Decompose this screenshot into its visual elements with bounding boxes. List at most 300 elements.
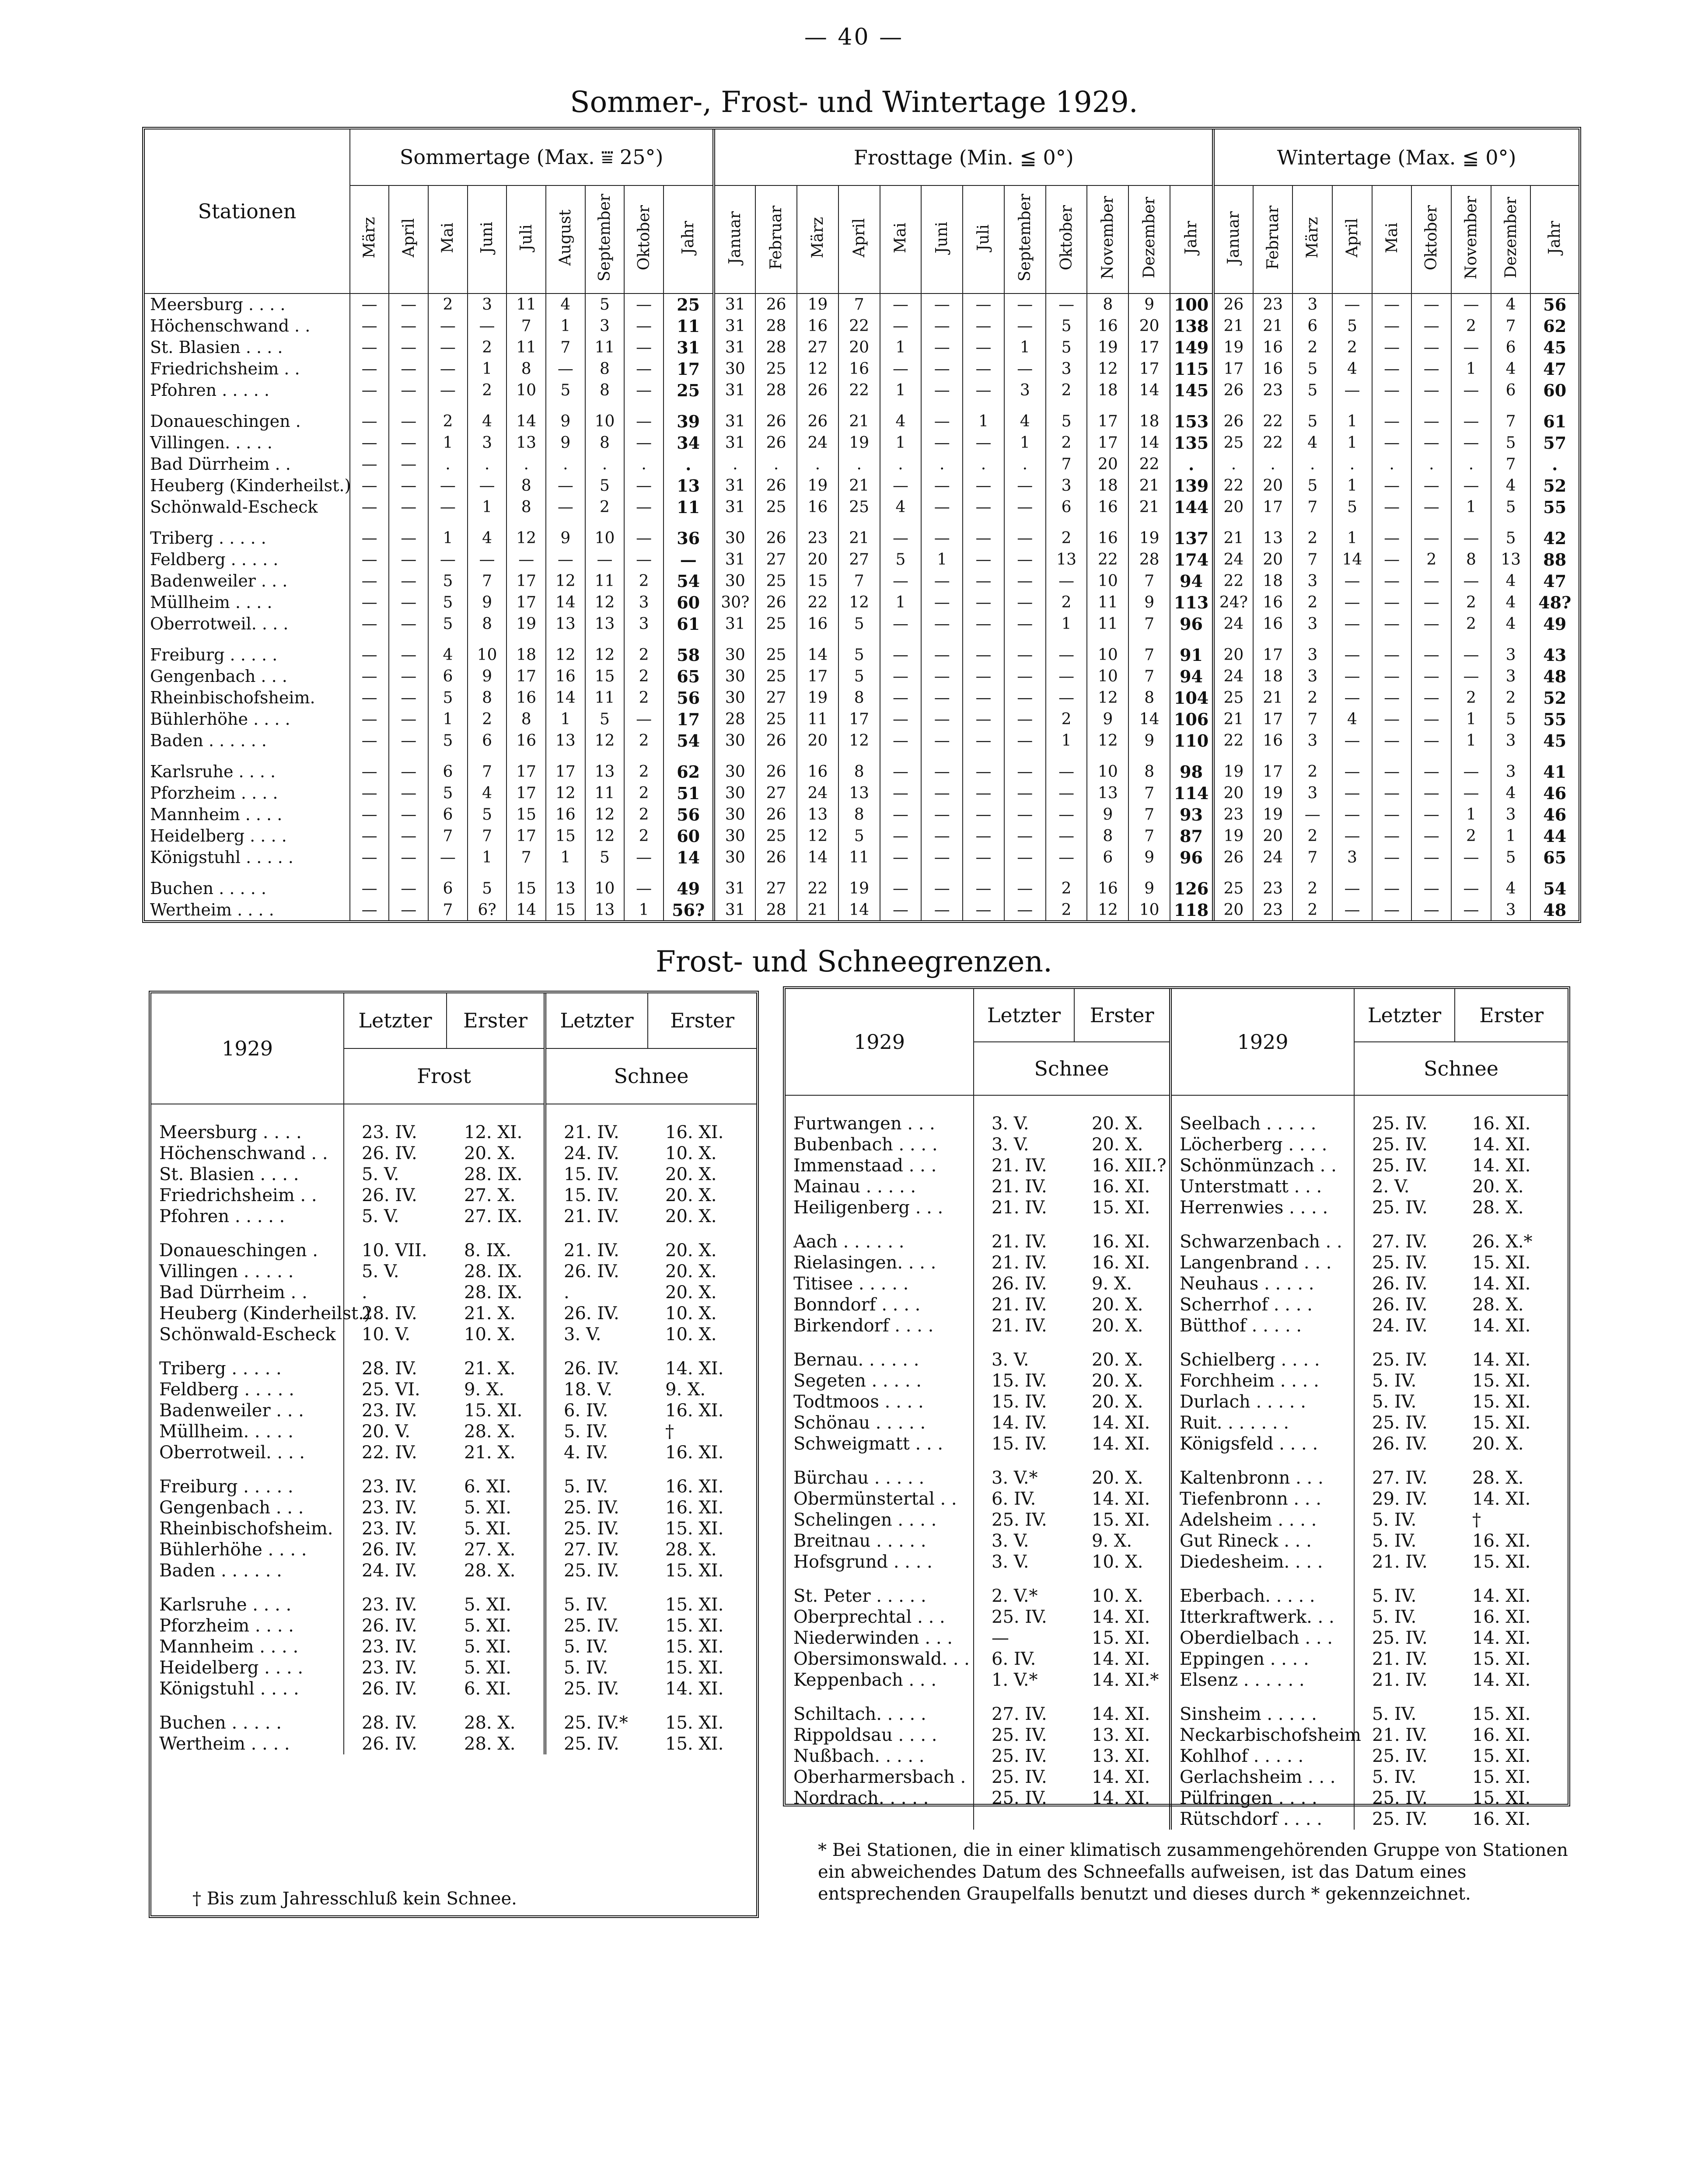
- date-cell: 15. XI.: [1472, 1649, 1531, 1669]
- value-cell: 26: [755, 730, 797, 751]
- date-cell: 5. IV.: [1354, 1607, 1455, 1628]
- date-cell: 25. IV.: [1354, 1134, 1455, 1155]
- value-cell: 8: [585, 358, 625, 380]
- date-cell: 20. X.: [1092, 1135, 1143, 1155]
- table-row: [145, 666, 1579, 687]
- table-row: [151, 1324, 756, 1345]
- value-cell: 16: [546, 804, 585, 825]
- value-cell: 14: [664, 847, 714, 868]
- date-cell: 28. X.: [464, 1561, 516, 1581]
- value-cell: 65: [664, 666, 714, 687]
- value-cell: —: [389, 761, 428, 783]
- value-cell: —: [880, 709, 922, 730]
- value-cell: 2: [1451, 315, 1491, 337]
- value-cell: 7: [1128, 570, 1170, 592]
- value-cell: —: [1332, 293, 1372, 315]
- value-cell: 13: [1253, 528, 1293, 549]
- table-row: [786, 1467, 1568, 1488]
- month-label: März: [1303, 217, 1322, 259]
- date-cell: 14. IV.: [974, 1412, 1074, 1433]
- station-name: Nußbach. . . . .: [793, 1746, 925, 1766]
- value-cell: 21: [838, 528, 880, 549]
- value-cell: 19: [838, 878, 880, 899]
- value-cell: 1: [546, 315, 585, 337]
- date-cell: 25. IV.: [1354, 1412, 1455, 1433]
- table-row: [145, 432, 1579, 454]
- month-header: [714, 185, 755, 293]
- value-cell: 138: [1170, 315, 1213, 337]
- date-cell: 14. XI.: [1092, 1767, 1150, 1787]
- station-name: Rütschdorf . . . .: [1170, 1809, 1354, 1830]
- value-cell: 16: [797, 315, 838, 337]
- station-name: Langenbrand . . .: [1170, 1252, 1354, 1273]
- station-name: Gut Rineck . . .: [1170, 1530, 1354, 1551]
- value-cell: —: [1451, 411, 1491, 432]
- value-cell: —: [880, 847, 922, 868]
- value-cell: 10: [1087, 570, 1128, 592]
- date-cell: 20. X.: [1092, 1371, 1143, 1391]
- value-cell: —: [1372, 644, 1412, 666]
- value-cell: 7: [1491, 411, 1531, 432]
- value-cell: 5: [1491, 709, 1531, 730]
- date-cell: 22. IV.: [344, 1442, 447, 1463]
- date-cell: 15. XI.: [1092, 1198, 1150, 1218]
- value-cell: 31: [664, 337, 714, 358]
- value-cell: —: [1451, 528, 1491, 549]
- value-cell: 5: [585, 709, 625, 730]
- value-cell: 2: [1292, 337, 1332, 358]
- value-cell: 25: [755, 613, 797, 635]
- station-name: Wertheim . . . .: [150, 900, 274, 919]
- date-cell: 14. XI.: [1092, 1489, 1150, 1509]
- station-name: Heuberg (Kinderheilst.): [150, 476, 351, 495]
- date-cell: 15. XI.: [1472, 1788, 1531, 1808]
- value-cell: 2: [624, 666, 664, 687]
- value-cell: 2: [468, 337, 507, 358]
- date-cell: 16. XII.?: [1092, 1156, 1167, 1176]
- value-cell: 17: [1253, 644, 1293, 666]
- value-cell: 17: [1087, 411, 1128, 432]
- month-header: [880, 185, 922, 293]
- value-cell: 20: [1213, 899, 1253, 921]
- date-cell: 27. IV.: [545, 1539, 648, 1560]
- value-cell: 5: [1491, 528, 1531, 549]
- value-cell: —: [350, 528, 389, 549]
- date-cell: 14. XI.: [1092, 1413, 1150, 1433]
- table-row: [151, 1206, 756, 1227]
- value-cell: —: [546, 496, 585, 518]
- table-row: [786, 1551, 1568, 1572]
- value-cell: 7: [838, 570, 880, 592]
- value-cell: .: [880, 454, 922, 475]
- value-cell: —: [624, 337, 664, 358]
- value-cell: 7: [1491, 315, 1531, 337]
- value-cell: 7: [1128, 644, 1170, 666]
- station-name: Badenweiler . . .: [159, 1401, 304, 1421]
- date-cell: 15. XI.: [665, 1616, 724, 1636]
- month-label: Jahr: [679, 221, 698, 255]
- value-cell: 15: [506, 804, 546, 825]
- date-cell: 5. V.: [344, 1206, 447, 1227]
- value-cell: 1: [428, 528, 468, 549]
- date-cell: 21. IV.: [545, 1122, 648, 1143]
- date-cell: [1074, 1809, 1170, 1830]
- value-cell: —: [389, 804, 428, 825]
- value-cell: 7: [1128, 825, 1170, 847]
- value-cell: —: [1372, 528, 1412, 549]
- value-cell: 4: [546, 293, 585, 315]
- value-cell: —: [1372, 315, 1412, 337]
- value-cell: .: [1004, 454, 1046, 475]
- value-cell: 5: [428, 592, 468, 613]
- station-name: Villingen . . . . .: [159, 1261, 294, 1282]
- station-name: Seelbach . . . . .: [1170, 1113, 1354, 1134]
- value-cell: 10: [585, 528, 625, 549]
- value-cell: 3: [624, 592, 664, 613]
- value-cell: 8: [1087, 293, 1128, 315]
- date-cell: 16. XI.: [1472, 1114, 1531, 1134]
- value-cell: —: [1372, 730, 1412, 751]
- value-cell: —: [1411, 337, 1451, 358]
- date-cell: 26. IV.: [344, 1143, 447, 1164]
- date-cell: 9. X.: [665, 1380, 706, 1400]
- value-cell: 4: [880, 496, 922, 518]
- value-cell: 7: [1128, 613, 1170, 635]
- value-cell: 16: [1087, 528, 1128, 549]
- date-cell: 6. IV.: [545, 1400, 648, 1421]
- date-cell: 10. VII.: [344, 1240, 447, 1261]
- date-cell: .: [545, 1282, 648, 1303]
- date-cell: 21. IV.: [545, 1240, 648, 1261]
- value-cell: 26: [755, 592, 797, 613]
- station-name: Rielasingen. . . .: [793, 1253, 936, 1273]
- date-cell: 25. IV.: [545, 1497, 648, 1518]
- date-cell: 26. IV.: [545, 1261, 648, 1282]
- value-cell: —: [428, 315, 468, 337]
- value-cell: —: [1372, 411, 1412, 432]
- value-cell: 28: [755, 315, 797, 337]
- value-cell: .: [1372, 454, 1412, 475]
- value-cell: —: [921, 825, 963, 847]
- date-cell: 10. X.: [464, 1324, 516, 1345]
- station-name: Müllheim . . . .: [150, 593, 272, 612]
- value-cell: 1: [1451, 358, 1491, 380]
- date-cell: 15. XI.: [665, 1734, 724, 1754]
- table-row: [786, 1412, 1568, 1433]
- value-cell: 34: [664, 432, 714, 454]
- table-row: [151, 1379, 756, 1400]
- value-cell: —: [389, 687, 428, 709]
- month-label: November: [1099, 196, 1117, 279]
- value-cell: 30: [714, 730, 755, 751]
- table-row: [786, 1809, 1568, 1830]
- value-cell: 19: [797, 475, 838, 496]
- value-cell: —: [921, 293, 963, 315]
- station-name: Segeten . . . . .: [793, 1371, 922, 1391]
- value-cell: 110: [1170, 730, 1213, 751]
- date-cell: 9. X.: [464, 1380, 505, 1400]
- value-cell: —: [624, 411, 664, 432]
- station-name: Pforzheim . . . .: [150, 783, 278, 803]
- month-label: Jahr: [1546, 221, 1564, 255]
- date-cell: 5. IV.: [1354, 1530, 1455, 1551]
- footnote-asterisk: * Bei Stationen, die in einer klimatisch zusammengehörenden Gruppe von Stationen ein abweichendes Datum des Schneefalls aufweisen, ist das Datum eines entsprechenden Graupelfalls benutzt und dieses durch * gekennzeichnet.: [818, 1840, 1568, 1904]
- value-cell: 19: [1213, 761, 1253, 783]
- value-cell: —: [1411, 899, 1451, 921]
- value-cell: 5: [468, 878, 507, 899]
- station-name: Nordrach. . . . .: [793, 1788, 929, 1808]
- value-cell: .: [755, 454, 797, 475]
- value-cell: 60: [664, 592, 714, 613]
- value-cell: 20: [1087, 454, 1128, 475]
- value-cell: 19: [1213, 825, 1253, 847]
- value-cell: —: [1046, 666, 1087, 687]
- value-cell: 13: [664, 475, 714, 496]
- value-cell: —: [1004, 687, 1046, 709]
- value-cell: —: [624, 847, 664, 868]
- date-cell: 28. X.: [665, 1540, 717, 1560]
- date-cell: 20. X.: [1092, 1350, 1143, 1370]
- station-name: Bad Dürrheim . .: [150, 454, 291, 474]
- station-name: Triberg . . . . .: [150, 528, 266, 548]
- table-row: [151, 1712, 756, 1733]
- date-cell: 23. IV.: [344, 1594, 447, 1615]
- value-cell: 18: [1128, 411, 1170, 432]
- date-cell: 28. X.: [464, 1713, 516, 1733]
- station-name: Friedrichsheim . .: [150, 359, 300, 378]
- table-row: [786, 1767, 1568, 1788]
- date-cell: 21. IV.: [974, 1197, 1074, 1218]
- value-cell: 16: [797, 761, 838, 783]
- value-cell: 28: [755, 337, 797, 358]
- date-cell: 28. X.: [464, 1734, 516, 1754]
- month-label: Januar: [1224, 211, 1243, 264]
- station-name: Diedesheim. . . .: [1170, 1551, 1354, 1572]
- month-header: [1004, 185, 1046, 293]
- date-cell: 14. XI.: [1472, 1350, 1531, 1370]
- date-cell: 20. X.: [1092, 1392, 1143, 1412]
- page-number: — 40 —: [804, 24, 904, 50]
- value-cell: 11: [1087, 613, 1128, 635]
- value-cell: 20: [1253, 475, 1293, 496]
- value-cell: .: [468, 454, 507, 475]
- value-cell: —: [624, 432, 664, 454]
- value-cell: —: [1372, 358, 1412, 380]
- value-cell: —: [1411, 825, 1451, 847]
- date-cell: 14. XI.: [1472, 1135, 1531, 1155]
- station-name: Itterkraftwerk. . .: [1170, 1607, 1354, 1628]
- date-cell: 27. IX.: [464, 1206, 523, 1226]
- value-cell: —: [1004, 358, 1046, 380]
- date-cell: 26. IV.: [974, 1273, 1074, 1294]
- value-cell: 6: [468, 730, 507, 751]
- value-cell: —: [1372, 687, 1412, 709]
- date-cell: 2. V.: [1354, 1176, 1455, 1197]
- value-cell: 26: [755, 293, 797, 315]
- date-cell: 15. XI.: [665, 1519, 724, 1539]
- value-cell: 27: [755, 783, 797, 804]
- month-label: Juli: [975, 224, 993, 251]
- value-cell: —: [1372, 337, 1412, 358]
- value-cell: —: [1451, 666, 1491, 687]
- date-cell: 26. IV.: [344, 1733, 447, 1754]
- month-header: [506, 185, 546, 293]
- value-cell: 60: [664, 825, 714, 847]
- value-cell: 62: [664, 761, 714, 783]
- station-name: Rheinbischofsheim.: [150, 688, 315, 707]
- date-cell: 25. IV.: [974, 1788, 1074, 1809]
- value-cell: 25: [755, 496, 797, 518]
- value-cell: —: [468, 549, 507, 570]
- date-cell: 28. IX.: [464, 1261, 523, 1282]
- date-cell: 3. V.: [974, 1349, 1074, 1370]
- station-name: Aach . . . . . .: [793, 1232, 905, 1252]
- value-cell: 18: [1087, 380, 1128, 401]
- value-cell: 1: [1451, 804, 1491, 825]
- value-cell: 8: [1451, 549, 1491, 570]
- value-cell: —: [624, 709, 664, 730]
- table-row: [145, 687, 1579, 709]
- value-cell: 18: [506, 644, 546, 666]
- date-cell: 5. V.: [344, 1261, 447, 1282]
- date-cell: 28. IV.: [344, 1358, 447, 1379]
- value-cell: 7: [1128, 804, 1170, 825]
- value-cell: .: [714, 454, 755, 475]
- station-name: Elsenz . . . . . .: [1170, 1670, 1354, 1691]
- value-cell: 16: [1087, 496, 1128, 518]
- value-cell: —: [1451, 337, 1491, 358]
- value-cell: —: [1046, 847, 1087, 868]
- value-cell: 22: [1213, 730, 1253, 751]
- value-cell: 2: [468, 380, 507, 401]
- date-cell: 5. IV.: [1354, 1391, 1455, 1412]
- value-cell: —: [921, 613, 963, 635]
- date-cell: 5. IV.: [1354, 1370, 1455, 1391]
- value-cell: 11: [585, 687, 625, 709]
- date-cell: 20. X.: [1092, 1468, 1143, 1488]
- value-cell: 8: [506, 358, 546, 380]
- value-cell: .: [428, 454, 468, 475]
- value-cell: —: [1451, 380, 1491, 401]
- station-name: Pülfringen . . . .: [1170, 1788, 1354, 1809]
- month-header: [1292, 185, 1332, 293]
- date-cell: 25. IV.: [545, 1615, 648, 1636]
- value-cell: —: [1046, 783, 1087, 804]
- value-cell: 8: [1128, 687, 1170, 709]
- value-cell: —: [1411, 496, 1451, 518]
- station-name: Mannheim . . . .: [159, 1637, 299, 1657]
- value-cell: —: [1004, 315, 1046, 337]
- table-row: [786, 1746, 1568, 1767]
- value-cell: 20: [838, 337, 880, 358]
- value-cell: 22: [797, 878, 838, 899]
- value-cell: 30?: [714, 592, 755, 613]
- date-cell: 20. X.: [464, 1143, 516, 1163]
- station-name: Königstuhl . . . . .: [150, 848, 293, 867]
- value-cell: 6: [1491, 380, 1531, 401]
- date-cell: 15. XI.: [665, 1713, 724, 1733]
- station-name: Neuhaus . . . . .: [1170, 1273, 1354, 1294]
- table-row: [145, 337, 1579, 358]
- value-cell: 26: [755, 804, 797, 825]
- date-cell: 3. V.: [974, 1134, 1074, 1155]
- value-cell: 12: [546, 644, 585, 666]
- station-name: Gerlachsheim . . .: [1170, 1767, 1354, 1788]
- date-cell: 14. XI.: [665, 1679, 724, 1699]
- station-name: Königsfeld . . . .: [1170, 1433, 1354, 1454]
- station-name: Eberbach. . . . .: [1170, 1586, 1354, 1607]
- value-cell: 17: [1253, 761, 1293, 783]
- value-cell: 8: [838, 761, 880, 783]
- value-cell: —: [921, 644, 963, 666]
- value-cell: 22: [797, 592, 838, 613]
- value-cell: 7: [838, 293, 880, 315]
- value-cell: —: [1332, 899, 1372, 921]
- month-header: [1253, 185, 1293, 293]
- value-cell: —: [1451, 899, 1491, 921]
- value-cell: —: [1372, 570, 1412, 592]
- value-cell: 9: [1128, 878, 1170, 899]
- value-cell: 13: [585, 613, 625, 635]
- value-cell: —: [389, 454, 428, 475]
- value-cell: 3: [1491, 761, 1531, 783]
- value-cell: 1: [880, 337, 922, 358]
- value-cell: 1: [880, 592, 922, 613]
- value-cell: 4: [880, 411, 922, 432]
- value-cell: 25: [1213, 432, 1253, 454]
- value-cell: 27: [755, 687, 797, 709]
- value-cell: 42: [1530, 528, 1579, 549]
- value-cell: —: [921, 783, 963, 804]
- value-cell: 9: [1087, 804, 1128, 825]
- value-cell: 13: [1046, 549, 1087, 570]
- station-name: Mainau . . . . .: [793, 1177, 916, 1197]
- value-cell: 39: [664, 411, 714, 432]
- value-cell: 21: [838, 411, 880, 432]
- value-cell: —: [963, 475, 1004, 496]
- value-cell: 8: [585, 380, 625, 401]
- table-row: [786, 1670, 1568, 1691]
- value-cell: 16: [1087, 315, 1128, 337]
- value-cell: 2: [1451, 592, 1491, 613]
- value-cell: 26: [755, 475, 797, 496]
- value-cell: 21: [838, 475, 880, 496]
- station-name: Feldberg . . . . .: [150, 550, 279, 569]
- value-cell: 56?: [664, 899, 714, 921]
- value-cell: 2: [1046, 380, 1087, 401]
- value-cell: —: [389, 709, 428, 730]
- value-cell: —: [1332, 687, 1372, 709]
- date-cell: 5. IV.: [1354, 1509, 1455, 1530]
- month-label: September: [1016, 194, 1034, 282]
- table-row: [151, 1240, 756, 1261]
- snow-group-header-b: Schnee: [1354, 1042, 1568, 1095]
- value-cell: 118: [1170, 899, 1213, 921]
- table-row: [145, 613, 1579, 635]
- value-cell: 15: [546, 825, 585, 847]
- station-name: Obermünstertal . .: [793, 1489, 957, 1509]
- date-cell: 14. XI.: [1472, 1489, 1531, 1509]
- value-cell: —: [1451, 761, 1491, 783]
- table-row: [145, 761, 1579, 783]
- table-row: [145, 730, 1579, 751]
- value-cell: 12: [1087, 730, 1128, 751]
- table-row: [151, 1282, 756, 1303]
- value-cell: 16: [1087, 878, 1128, 899]
- value-cell: —: [921, 666, 963, 687]
- month-header: [1451, 185, 1491, 293]
- group-header: Frosttage (Min. ≦ 0°): [714, 129, 1213, 185]
